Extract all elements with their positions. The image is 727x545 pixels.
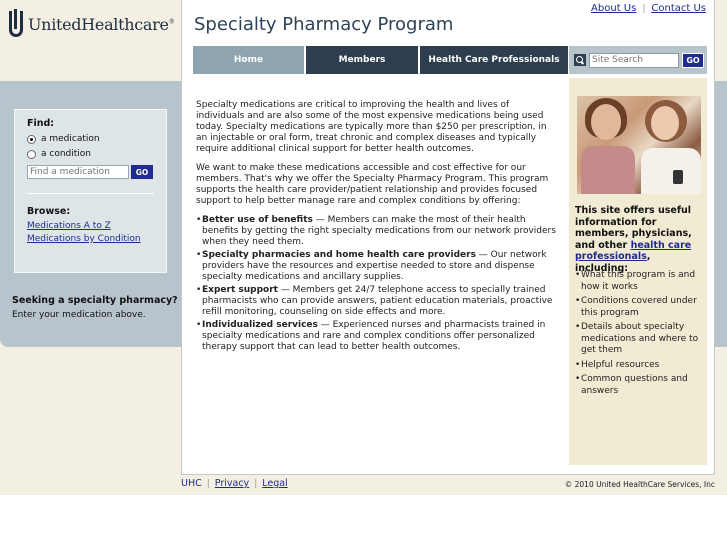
search-icon bbox=[574, 54, 586, 66]
page-title: Specialty Pharmacy Program bbox=[194, 14, 454, 35]
program-paragraph: We want to make these medications accessible and cost effective for our members. That's why we offer the Specialty Pharmacy Program. This program supports the health care provider/patient relationship and provides focused support to help better manage rare and complex conditions by offering: bbox=[196, 163, 549, 206]
find-box bbox=[14, 109, 167, 273]
find-label: Find: bbox=[27, 118, 55, 129]
condition-option[interactable]: a condition bbox=[27, 149, 154, 159]
list-item: • Individualized services — Experienced nurses and pharmacists trained in specialty medications and rare and complex conditions offer personalized therapy support that can lead to better health outcomes. bbox=[196, 320, 556, 353]
contact-us-link[interactable]: Contact Us bbox=[651, 3, 706, 14]
unitedhealthcare-logo[interactable] bbox=[8, 8, 174, 40]
health-care-professionals-link[interactable]: health care professionals bbox=[575, 239, 692, 262]
right-panel bbox=[569, 78, 707, 465]
seeking-pharmacy bbox=[12, 295, 180, 320]
about-us-link[interactable]: About Us bbox=[591, 3, 637, 14]
nav-tabs bbox=[193, 46, 568, 74]
medications-by-condition-link[interactable]: Medications by Condition bbox=[27, 234, 141, 244]
medication-option[interactable]: a medication bbox=[27, 134, 154, 144]
tab-members[interactable]: Members bbox=[306, 46, 418, 74]
tab-health-care-professionals[interactable]: Health Care Professionals bbox=[420, 46, 568, 74]
browse-label: Browse: bbox=[27, 206, 71, 217]
list-item: • Expert support — Members get 24/7 telephone access to specially trained pharmacists who can provide answers, patient education materials, proactive refill monitoring, counseling on side effects and more. bbox=[196, 285, 556, 318]
separator: | bbox=[254, 478, 258, 489]
list-item: • Details about specialty medications and where to get them bbox=[575, 322, 703, 357]
list-item: • Specialty pharmacies and home health care providers — Our network providers have the resources and expertise needed to store and dispense specialty medications and ancillary supplies. bbox=[196, 250, 556, 283]
tab-home[interactable]: Home bbox=[193, 46, 304, 74]
logo-text: UnitedHealthcare® bbox=[28, 14, 175, 34]
panel-heading: This site offers useful information for members, physicians, and other health care professionals, including: bbox=[575, 205, 692, 274]
footer-legal-link[interactable]: Legal bbox=[262, 478, 288, 489]
panel-list bbox=[575, 270, 703, 400]
separator: | bbox=[642, 3, 646, 14]
copyright: © 2010 United HealthCare Services, Inc bbox=[564, 480, 715, 489]
list-item: • What this program is and how it works bbox=[575, 270, 703, 293]
benefits-list bbox=[196, 215, 556, 353]
seeking-title: Seeking a specialty pharmacy? bbox=[12, 295, 178, 306]
u-logo-icon bbox=[8, 9, 24, 39]
divider bbox=[27, 193, 154, 194]
two-women-photo bbox=[577, 96, 701, 194]
intro-paragraph: Specialty medications are critical to improving the health and lives of individuals and are also some of the most expensive medications being used today. Specialty medications are typically more than $250 per prescription, in an injectable or oral form, treat chronic and complex diseases and typically require additional clinical support for better health outcomes. bbox=[196, 100, 547, 154]
top-links bbox=[591, 3, 706, 14]
footer-links bbox=[181, 478, 288, 489]
footer-uhc-link[interactable]: UHC bbox=[181, 478, 202, 489]
site-search-bar bbox=[569, 46, 707, 74]
find-medication-input[interactable] bbox=[27, 165, 129, 179]
list-item: • Better use of benefits — Members can make the most of their health benefits by getting the right specialty medications from our network providers when they need them. bbox=[196, 215, 556, 248]
main-content bbox=[196, 100, 556, 355]
list-item: • Common questions and answers bbox=[575, 374, 703, 397]
radio-checked-icon[interactable] bbox=[27, 135, 36, 144]
footer-privacy-link[interactable]: Privacy bbox=[214, 478, 250, 489]
find-go-button[interactable]: GO bbox=[131, 165, 153, 179]
separator: | bbox=[206, 478, 210, 489]
list-item: • Conditions covered under this program bbox=[575, 296, 703, 319]
site-search-input[interactable] bbox=[589, 53, 679, 68]
list-item: • Helpful resources bbox=[575, 360, 703, 372]
site-search-go-button[interactable]: GO bbox=[682, 53, 704, 68]
find-input-row bbox=[27, 165, 154, 179]
seeking-subtitle: Enter your medication above. bbox=[12, 310, 146, 320]
medications-a-to-z-link[interactable]: Medications A to Z bbox=[27, 221, 111, 231]
main-page bbox=[181, 0, 715, 475]
radio-unchecked-icon[interactable] bbox=[27, 150, 36, 159]
